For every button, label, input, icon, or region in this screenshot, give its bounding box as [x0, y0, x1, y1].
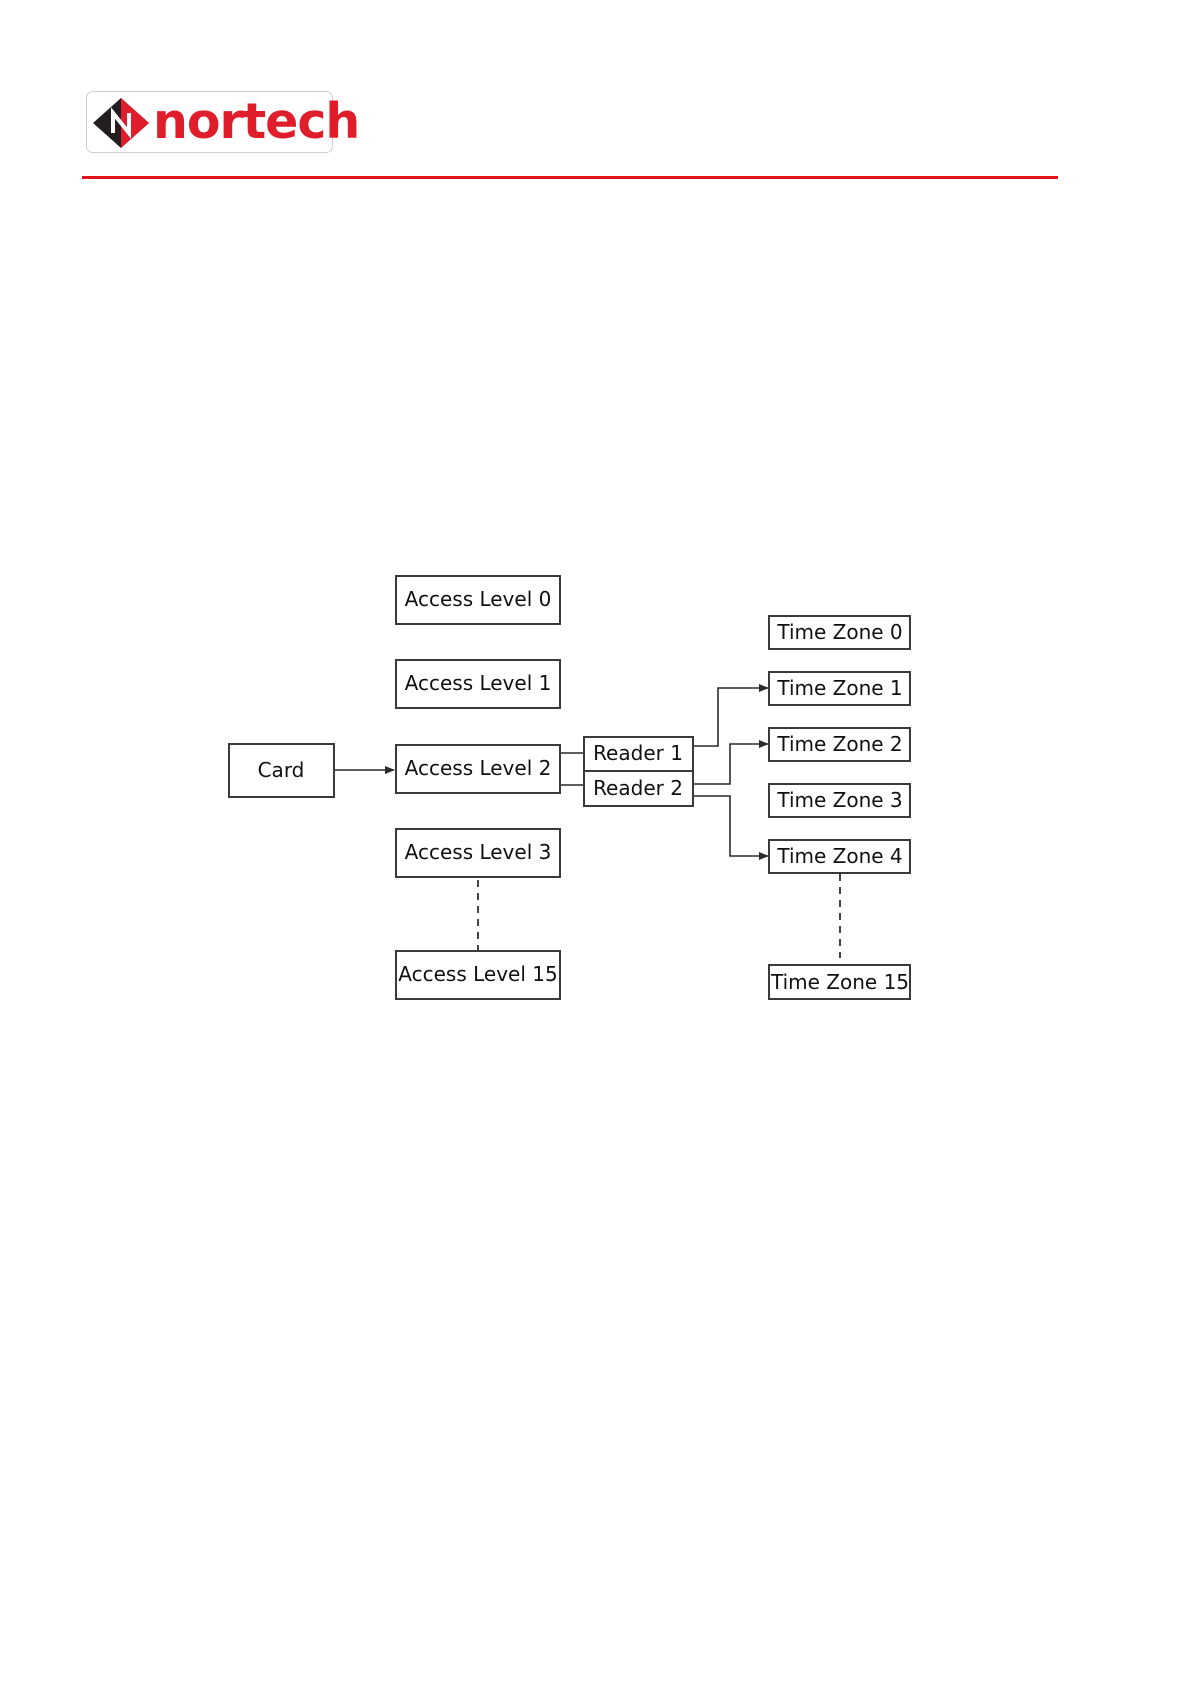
access-level-label: Access Level 3 — [404, 840, 552, 864]
time-zone-15-box — [769, 965, 910, 999]
reader-1-box — [584, 737, 693, 771]
access-level-15-box — [396, 951, 560, 999]
nortech-wordmark: nortech — [153, 93, 360, 150]
reader-2-to-time-zone-4-arrow — [694, 796, 768, 856]
card-box — [229, 744, 334, 797]
access-level-label: Access Level 2 — [404, 756, 552, 780]
time-zone-label: Time Zone 2 — [777, 732, 903, 756]
time-zone-label: Time Zone 1 — [777, 676, 903, 700]
card-label: Card — [257, 758, 305, 782]
time-zone-0-box — [769, 616, 910, 649]
time-zone-label: Time Zone 15 — [770, 970, 910, 994]
reader-2-to-time-zone-2-arrow — [694, 744, 768, 784]
reader-1-to-time-zone-1-arrow — [694, 688, 768, 746]
time-zone-4-box — [769, 840, 910, 873]
time-zone-label: Time Zone 3 — [777, 788, 903, 812]
access-level-label: Access Level 0 — [404, 587, 552, 611]
time-zone-2-box — [769, 728, 910, 761]
reader-label: Reader 2 — [593, 776, 683, 800]
access-level-2-box — [396, 745, 560, 793]
reader-2-box — [584, 771, 693, 806]
access-level-3-box — [396, 829, 560, 877]
access-level-0-box — [396, 576, 560, 624]
access-level-label: Access Level 1 — [404, 671, 552, 695]
time-zone-3-box — [769, 784, 910, 817]
time-zone-label: Time Zone 4 — [777, 844, 903, 868]
time-zone-label: Time Zone 0 — [777, 620, 903, 644]
access-level-label: Access Level 15 — [398, 962, 558, 986]
time-zone-1-box — [769, 672, 910, 705]
reader-label: Reader 1 — [593, 741, 683, 765]
access-level-1-box — [396, 660, 560, 708]
